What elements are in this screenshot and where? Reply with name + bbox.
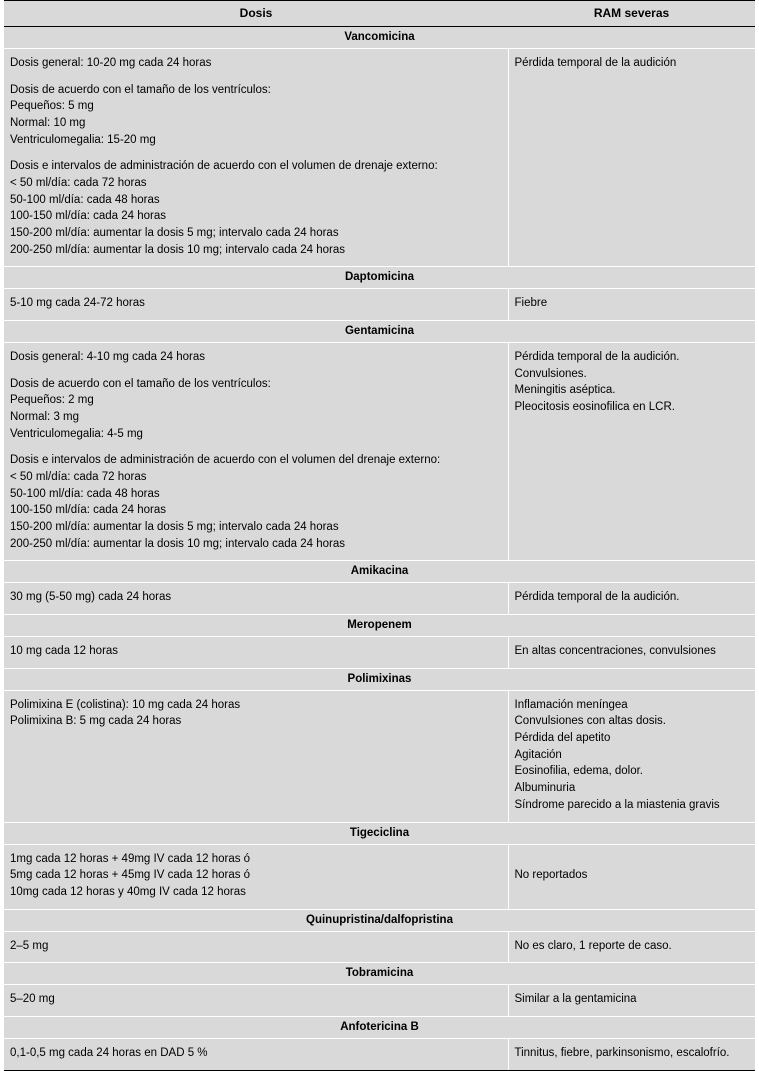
ram-cell: [508, 637, 755, 669]
table-row: [4, 289, 755, 321]
dose-line: < 50 ml/día: cada 72 horas: [10, 177, 147, 190]
table-row: [4, 931, 755, 963]
dose-line: 10mg cada 12 horas y 40mg IV cada 12 horas: [10, 885, 246, 898]
dose-cell: [4, 931, 508, 963]
dose-line: 0,1-0,5 mg cada 24 horas en DAD 5 %: [10, 1046, 208, 1059]
table-row: [4, 1038, 755, 1070]
drug-name: Quinupristina/dalfopristina: [4, 909, 755, 931]
dose-line: 10 mg cada 12 horas: [10, 645, 119, 658]
ram-cell: [508, 1038, 755, 1070]
ram-line: No es claro, 1 reporte de caso.: [514, 939, 672, 952]
ram-cell: [508, 343, 755, 561]
ram-line: Convulsiones con altas dosis.: [514, 715, 666, 728]
dose-line: Normal: 10 mg: [10, 117, 86, 130]
dose-line: Ventriculomegalia: 15-20 mg: [10, 133, 156, 146]
ram-line: Meningitis aséptica.: [514, 384, 616, 397]
table-row: [4, 844, 755, 909]
ram-line: Pérdida temporal de la audición.: [514, 591, 680, 604]
table-row: [4, 343, 755, 561]
drug-name: Tobramicina: [4, 963, 755, 985]
dose-line: 200-250 ml/día: aumentar la dosis 10 mg; intervalo cada 24 horas: [10, 243, 345, 256]
ram-line: Pérdida temporal de la audición: [514, 57, 677, 69]
dose-line: Dosis e intervalos de administración de acuerdo con el volumen de drenaje externo:: [10, 160, 438, 173]
drug-name-row: [4, 1016, 755, 1038]
column-header-dosis: Dosis: [4, 1, 508, 27]
ram-line: Convulsiones.: [514, 367, 587, 380]
dose-line: 50-100 ml/día: cada 48 horas: [10, 487, 160, 500]
ram-cell: [508, 985, 755, 1017]
dose-line: 2–5 mg: [10, 939, 49, 952]
dose-line: 1mg cada 12 horas + 49mg IV cada 12 horas ó: [10, 852, 251, 865]
dose-line: Pequeños: 5 mg: [10, 100, 94, 113]
dose-line: Pequeños: 2 mg: [10, 394, 94, 407]
ram-cell: [508, 844, 755, 909]
ram-line: Fiebre: [514, 297, 548, 310]
dose-line: 5–20 mg: [10, 993, 55, 1006]
dose-line: < 50 ml/día: cada 72 horas: [10, 471, 147, 484]
dose-line: 200-250 ml/día: aumentar la dosis 10 mg; intervalo cada 24 horas: [10, 537, 345, 550]
dose-cell: [4, 1038, 508, 1070]
drug-name-row: [4, 963, 755, 985]
dose-cell: [4, 690, 508, 822]
drug-name: Daptomicina: [4, 267, 755, 289]
dose-line: Polimixina E (colistina): 10 mg cada 24 horas: [10, 698, 241, 711]
ram-line: Similar a la gentamicina: [514, 993, 637, 1006]
drug-name-row: [4, 909, 755, 931]
spacer: [10, 442, 502, 452]
dose-cell: [4, 637, 508, 669]
table-row: [4, 690, 755, 822]
drug-name: Tigeciclina: [4, 822, 755, 844]
drug-name-row: [4, 27, 755, 49]
table-row: [4, 985, 755, 1017]
dose-line: Ventriculomegalia: 4-5 mg: [10, 427, 143, 440]
ram-line: Pérdida del apetito: [514, 732, 611, 745]
ram-line: Síndrome parecido a la miastenia gravis: [514, 798, 720, 811]
drug-name-row: [4, 822, 755, 844]
ram-line: Pérdida temporal de la audición.: [514, 351, 680, 364]
ram-line: Tinnitus, fiebre, parkinsonismo, escalofrío.: [514, 1046, 730, 1059]
ram-cell: [508, 690, 755, 822]
drug-name-row: [4, 615, 755, 637]
dose-line: Dosis de acuerdo con el tamaño de los ventrículos:: [10, 377, 271, 390]
drug-name-row: [4, 321, 755, 343]
drug-name: Meropenem: [4, 615, 755, 637]
dose-cell: [4, 343, 508, 561]
drug-name: Amikacina: [4, 561, 755, 583]
dose-line: 5mg cada 12 horas + 45mg IV cada 12 horas ó: [10, 869, 251, 882]
drug-name: Polimixinas: [4, 668, 755, 690]
ram-cell: [508, 931, 755, 963]
ram-line: Agitación: [514, 748, 562, 761]
ram-line: Pleocitosis eosinofilica en LCR.: [514, 401, 675, 414]
ram-line: Albuminuria: [514, 782, 576, 795]
ram-cell: [508, 49, 755, 267]
dose-cell: [4, 985, 508, 1017]
dose-line: 150-200 ml/día: aumentar la dosis 5 mg; intervalo cada 24 horas: [10, 227, 339, 240]
spacer: [10, 72, 502, 82]
drug-name-row: [4, 668, 755, 690]
column-header-ram-severas: RAM severas: [508, 1, 755, 27]
drug-name: Anfotericina B: [4, 1016, 755, 1038]
dose-line: Normal: 3 mg: [10, 411, 80, 424]
table-row: [4, 637, 755, 669]
dose-line: Dosis general: 10-20 mg cada 24 horas: [10, 57, 212, 69]
dose-line: 100-150 ml/día: cada 24 horas: [10, 210, 166, 223]
dose-line: Dosis de acuerdo con el tamaño de los ventrículos:: [10, 83, 271, 96]
ram-line: Eosinofilia, edema, dolor.: [514, 765, 643, 778]
dose-line: Polimixina B: 5 mg cada 24 horas: [10, 715, 182, 728]
dose-line: 5-10 mg cada 24-72 horas: [10, 297, 145, 310]
ram-cell: [508, 289, 755, 321]
dose-line: Dosis general: 4-10 mg cada 24 horas: [10, 351, 205, 364]
table-row: [4, 583, 755, 615]
dose-line: 100-150 ml/día: cada 24 horas: [10, 504, 166, 517]
table-row: [4, 49, 755, 267]
drug-name: Gentamicina: [4, 321, 755, 343]
ram-line: En altas concentraciones, convulsiones: [514, 645, 716, 658]
ram-line: No reportados: [514, 869, 588, 882]
ram-line: Inflamación meníngea: [514, 698, 628, 711]
dose-line: 50-100 ml/día: cada 48 horas: [10, 193, 160, 206]
drug-name: Vancomicina: [4, 27, 755, 49]
table-header-row: [4, 1, 755, 27]
dose-line: 150-200 ml/día: aumentar la dosis 5 mg; intervalo cada 24 horas: [10, 521, 339, 534]
drug-name-row: [4, 561, 755, 583]
dose-line: 30 mg (5-50 mg) cada 24 horas: [10, 591, 172, 604]
drug-dosing-table: [4, 0, 755, 1071]
spacer: [10, 148, 502, 158]
spacer: [10, 366, 502, 376]
dose-cell: [4, 583, 508, 615]
dose-cell: [4, 289, 508, 321]
ram-cell: [508, 583, 755, 615]
dose-cell: [4, 844, 508, 909]
dose-cell: [4, 49, 508, 267]
drug-name-row: [4, 267, 755, 289]
dose-line: Dosis e intervalos de administración de acuerdo con el volumen del drenaje externo:: [10, 454, 441, 467]
